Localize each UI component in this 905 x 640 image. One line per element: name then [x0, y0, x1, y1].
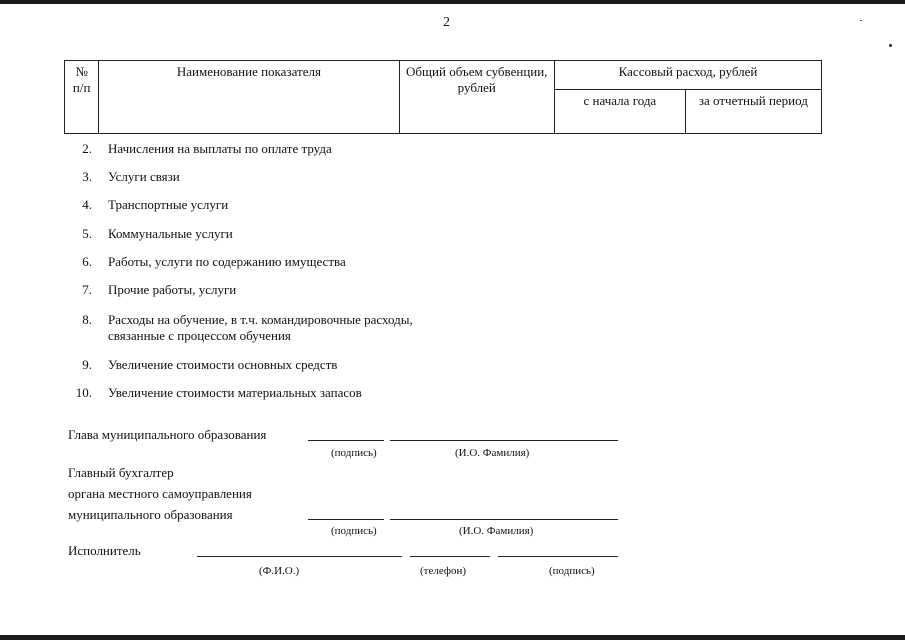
item-number: 3. [82, 169, 92, 184]
accountant-name-line [390, 519, 618, 520]
executor-phone-caption: (телефон) [420, 565, 467, 577]
item-text: Работы, услуги по содержанию имущества [108, 254, 346, 269]
head-signature-label: Глава муниципального образования [68, 427, 267, 442]
accountant-signature-line [308, 519, 384, 520]
accountant-label-line1: Главный бухгалтер [68, 465, 174, 480]
item-text: Увеличение стоимости основных средств [108, 357, 338, 372]
item-text: Расходы на обучение, в т.ч. командировочные расходы, связанные с процессом обучения [108, 312, 413, 343]
head-signature-line [308, 440, 384, 441]
item-text: Начисления на выплаты по оплате труда [108, 141, 332, 156]
item-number: 6. [82, 254, 92, 269]
accountant-label-line3: муниципального образования [68, 507, 233, 522]
header-total-subvention: Общий объем субвенции, рублей [399, 61, 554, 134]
item-text: Прочие работы, услуги [108, 282, 237, 297]
item-text: Увеличение стоимости материальных запасов [108, 385, 362, 400]
item-text: Услуги связи [108, 169, 180, 184]
accountant-label-line2: органа местного самоуправления [68, 486, 252, 501]
accountant-signature-caption: (подпись) [331, 525, 377, 537]
executor-phone-line [410, 556, 490, 557]
head-signature-caption: (подпись) [331, 447, 377, 459]
executor-label: Исполнитель [68, 543, 141, 558]
item-text: Коммунальные услуги [108, 226, 233, 241]
header-from-year-start: с начала года [554, 90, 685, 134]
item-number: 8. [82, 312, 92, 327]
header-cash-expense: Кассовый расход, рублей [554, 61, 821, 90]
header-num: № п/п [65, 61, 99, 134]
item-number: 4. [82, 197, 92, 212]
accountant-name-caption: (И.О. Фамилия) [459, 525, 534, 537]
scan-speck [889, 44, 892, 47]
report-header-table [64, 60, 822, 134]
item-number: 9. [82, 357, 92, 372]
item-number: 10. [75, 385, 92, 400]
top-border-bar [0, 0, 905, 4]
executor-signature-line [498, 556, 618, 557]
header-indicator-name: Наименование показателя [99, 61, 399, 134]
executor-signature-caption: (подпись) [549, 565, 595, 577]
item-number: 5. [82, 226, 92, 241]
bottom-border-bar [0, 635, 905, 640]
page-number: 2 [443, 15, 450, 30]
executor-name-line [197, 556, 402, 557]
item-number: 7. [82, 282, 92, 297]
header-for-period: за отчетный период [685, 90, 821, 134]
executor-fio-caption: (Ф.И.О.) [259, 565, 300, 577]
head-name-caption: (И.О. Фамилия) [455, 447, 530, 459]
item-text: Транспортные услуги [108, 197, 229, 212]
item-number: 2. [82, 141, 92, 156]
head-name-line [390, 440, 618, 441]
